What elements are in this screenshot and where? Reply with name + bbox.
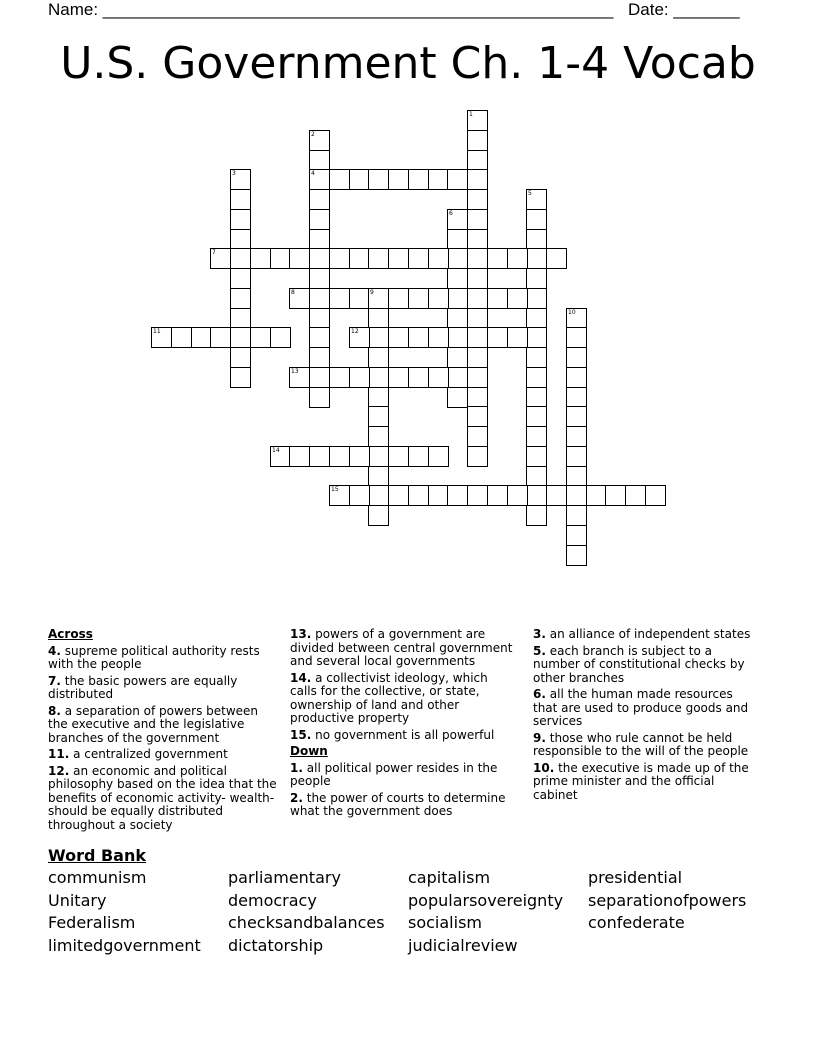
clue-number: 14 xyxy=(272,447,280,454)
crossword-cell[interactable] xyxy=(230,288,251,309)
crossword-cell[interactable] xyxy=(329,367,350,388)
word-bank-item: democracy xyxy=(228,890,317,910)
crossword-cell[interactable] xyxy=(408,248,429,269)
crossword-cell[interactable] xyxy=(566,367,587,388)
clue-number: 3 xyxy=(232,170,236,177)
crossword-cell[interactable] xyxy=(368,347,389,368)
crossword-cell[interactable] xyxy=(526,505,547,526)
crossword-cell[interactable] xyxy=(507,248,528,269)
crossword-cell[interactable] xyxy=(566,525,587,546)
crossword-cell[interactable] xyxy=(467,347,488,368)
crossword-cell[interactable] xyxy=(289,288,310,309)
clue-across-13: 13. powers of a government are divided between central government and several local governments xyxy=(290,627,513,668)
crossword-cell[interactable] xyxy=(329,169,350,190)
down-heading: Down xyxy=(290,744,328,758)
crossword-cell[interactable] xyxy=(408,327,429,348)
crossword-cell[interactable] xyxy=(467,209,488,230)
crossword-cell[interactable] xyxy=(368,485,389,506)
crossword-cell[interactable] xyxy=(605,485,626,506)
crossword-cell[interactable] xyxy=(368,406,389,427)
crossword-cell[interactable] xyxy=(368,248,389,269)
crossword-cell[interactable] xyxy=(526,209,547,230)
crossword-cell[interactable] xyxy=(428,248,449,269)
crossword-cell[interactable] xyxy=(467,308,488,329)
clues-column-3 xyxy=(533,628,758,805)
crossword-cell[interactable] xyxy=(368,466,389,487)
crossword-cell[interactable] xyxy=(388,248,409,269)
crossword-cell[interactable] xyxy=(230,367,251,388)
crossword-cell[interactable] xyxy=(566,446,587,467)
crossword-cell[interactable] xyxy=(270,248,291,269)
crossword-cell[interactable] xyxy=(526,308,547,329)
crossword-cell[interactable] xyxy=(408,288,429,309)
crossword-cell[interactable] xyxy=(467,367,488,388)
clues-column-1 xyxy=(48,628,280,835)
crossword-cell[interactable] xyxy=(526,485,547,506)
crossword-cell[interactable] xyxy=(230,209,251,230)
crossword-cell[interactable] xyxy=(230,347,251,368)
clue-across-12: 12. an economic and political philosophy based on the idea that the benefits of economic activity- wealth- should be equally distributed throughout a society xyxy=(48,763,277,832)
crossword-cell[interactable] xyxy=(250,327,271,348)
crossword-cell[interactable] xyxy=(526,347,547,368)
crossword-cell[interactable] xyxy=(447,347,468,368)
clue-number: 11 xyxy=(153,328,161,335)
crossword-cell[interactable] xyxy=(467,446,488,467)
crossword-cell[interactable] xyxy=(526,466,547,487)
crossword-cell[interactable] xyxy=(309,446,330,467)
clue-number: 15 xyxy=(331,486,339,493)
crossword-cell[interactable] xyxy=(467,288,488,309)
word-bank-item: parliamentary xyxy=(228,868,341,887)
name-line: Name: ______________________________________________________ xyxy=(48,0,614,19)
crossword-cell[interactable] xyxy=(171,327,192,348)
word-bank-item: presidential xyxy=(588,868,683,887)
crossword-cell[interactable] xyxy=(566,308,587,329)
clue-number: 2 xyxy=(311,131,315,138)
crossword-cell[interactable] xyxy=(546,485,567,506)
crossword-cell[interactable] xyxy=(447,367,468,388)
clue-number: 7 xyxy=(212,249,216,256)
crossword-cell[interactable] xyxy=(388,169,409,190)
crossword-cell[interactable] xyxy=(309,229,330,250)
crossword-cell[interactable] xyxy=(309,209,330,230)
crossword-cell[interactable] xyxy=(329,446,350,467)
crossword-cell[interactable] xyxy=(368,327,389,348)
word-bank-item: capitalism xyxy=(408,868,491,887)
crossword-cell[interactable] xyxy=(447,169,468,190)
clue-down-5: 5. each branch is subject to a number of constitutional checks by other branches xyxy=(533,643,745,685)
crossword-cell[interactable] xyxy=(487,485,508,506)
clue-number: 8 xyxy=(291,289,295,296)
clue-down-1: 1. all political power resides in the people xyxy=(290,760,498,788)
crossword-cell[interactable] xyxy=(526,248,547,269)
crossword-cell[interactable] xyxy=(645,485,666,506)
word-bank-item: judicialreview xyxy=(408,935,518,955)
crossword-cell[interactable] xyxy=(289,367,310,388)
crossword-cell[interactable] xyxy=(349,485,370,506)
clue-across-8: 8. a separation of powers between the executive and the legislative branches of the government xyxy=(48,703,259,745)
crossword-cell[interactable] xyxy=(349,327,370,348)
crossword-cell[interactable] xyxy=(309,347,330,368)
word-bank-item: Federalism xyxy=(48,913,136,932)
word-bank-item: checksandbalances xyxy=(228,913,385,932)
crossword-cell[interactable] xyxy=(309,169,330,190)
crossword-cell[interactable] xyxy=(230,327,251,348)
crossword-cell[interactable] xyxy=(250,248,271,269)
crossword-cell[interactable] xyxy=(289,248,310,269)
crossword-cell[interactable] xyxy=(230,308,251,329)
crossword-cell[interactable] xyxy=(566,327,587,348)
crossword-cell[interactable] xyxy=(526,288,547,309)
crossword-cell[interactable] xyxy=(467,169,488,190)
crossword-cell[interactable] xyxy=(368,169,389,190)
crossword-cell[interactable] xyxy=(546,248,567,269)
crossword-cell[interactable] xyxy=(368,426,389,447)
crossword-cell[interactable] xyxy=(467,485,488,506)
crossword-cell[interactable] xyxy=(487,248,508,269)
clue-number: 6 xyxy=(449,210,453,217)
crossword-cell[interactable] xyxy=(428,327,449,348)
crossword-cell[interactable] xyxy=(487,327,508,348)
word-bank-item: dictatorship xyxy=(228,935,324,955)
crossword-cell[interactable] xyxy=(388,446,409,467)
clue-down-2: 2. the power of courts to determine what the government does xyxy=(290,790,506,818)
crossword-cell[interactable] xyxy=(487,288,508,309)
crossword-cell[interactable] xyxy=(467,150,488,171)
crossword-cell[interactable] xyxy=(388,288,409,309)
page-title: U.S. Government Ch. 1-4 Vocab xyxy=(60,38,756,89)
clue-number: 10 xyxy=(568,309,576,316)
clue-across-14: 14. a collectivist ideology, which calls for the collective, or state, ownership of land and other productive property xyxy=(290,670,488,725)
crossword-cell[interactable] xyxy=(309,308,330,329)
crossword-cell[interactable] xyxy=(447,229,468,250)
crossword-cell[interactable] xyxy=(526,367,547,388)
crossword-cell[interactable] xyxy=(447,288,468,309)
crossword-cell[interactable] xyxy=(566,347,587,368)
word-bank-item: separationofpowers xyxy=(588,890,747,910)
crossword-cell[interactable] xyxy=(408,169,429,190)
crossword-cell[interactable] xyxy=(230,189,251,210)
crossword-cell[interactable] xyxy=(349,248,370,269)
word-bank-item: Unitary xyxy=(48,890,107,910)
crossword-cell[interactable] xyxy=(349,367,370,388)
crossword-cell[interactable] xyxy=(368,308,389,329)
crossword-cell[interactable] xyxy=(368,387,389,408)
crossword-cell[interactable] xyxy=(467,387,488,408)
crossword-cell[interactable] xyxy=(408,367,429,388)
crossword-cell[interactable] xyxy=(368,505,389,526)
crossword-cell[interactable] xyxy=(388,367,409,388)
crossword-cell[interactable] xyxy=(309,327,330,348)
clue-number: 4 xyxy=(311,170,315,177)
crossword-cell[interactable] xyxy=(467,248,488,269)
crossword-cell[interactable] xyxy=(467,406,488,427)
crossword-cell[interactable] xyxy=(566,387,587,408)
clue-across-15: 15. no government is all powerful xyxy=(290,727,495,742)
crossword-cell[interactable] xyxy=(329,288,350,309)
crossword-cell[interactable] xyxy=(309,189,330,210)
crossword-cell[interactable] xyxy=(329,485,350,506)
crossword-cell[interactable] xyxy=(388,327,409,348)
crossword-cell[interactable] xyxy=(349,446,370,467)
crossword-cell[interactable] xyxy=(230,169,251,190)
crossword-cell[interactable] xyxy=(447,209,468,230)
crossword-cell[interactable] xyxy=(408,485,429,506)
crossword-cell[interactable] xyxy=(566,545,587,566)
word-bank-item: confederate xyxy=(588,913,685,932)
crossword-cell[interactable] xyxy=(526,426,547,447)
crossword-cell[interactable] xyxy=(507,485,528,506)
crossword-cell[interactable] xyxy=(230,248,251,269)
crossword-cell[interactable] xyxy=(625,485,646,506)
crossword-cell[interactable] xyxy=(526,406,547,427)
word-bank-title: Word Bank xyxy=(48,846,147,865)
word-bank-item: popularsovereignty xyxy=(408,890,564,910)
crossword-cell[interactable] xyxy=(388,485,409,506)
clue-number: 1 xyxy=(469,111,473,118)
clue-across-11: 11. a centralized government xyxy=(48,747,228,761)
crossword-cell[interactable] xyxy=(368,288,389,309)
clue-down-10: 10. the executive is made up of the prime minister and the official cabinet xyxy=(533,760,749,802)
crossword-cell[interactable] xyxy=(447,387,468,408)
date-line: Date: _______ xyxy=(628,0,740,19)
word-bank-item: limitedgovernment xyxy=(48,935,201,955)
crossword-cell[interactable] xyxy=(210,327,231,348)
crossword-cell[interactable] xyxy=(309,268,330,289)
crossword-cell[interactable] xyxy=(230,229,251,250)
clue-across-4: 4. supreme political authority rests with the people xyxy=(48,643,260,671)
clue-across-7: 7. the basic powers are equally distributed xyxy=(48,673,238,701)
crossword-cell[interactable] xyxy=(349,288,370,309)
crossword-cell[interactable] xyxy=(309,248,330,269)
crossword-cell[interactable] xyxy=(507,327,528,348)
crossword-cell[interactable] xyxy=(447,327,468,348)
clue-down-3: 3. an alliance of independent states xyxy=(533,627,751,641)
word-bank-item: communism xyxy=(48,868,147,887)
crossword-cell[interactable] xyxy=(270,446,291,467)
clue-down-6: 6. all the human made resources that are used to produce goods and services xyxy=(533,687,749,728)
crossword-cell[interactable] xyxy=(467,268,488,289)
crossword-cell[interactable] xyxy=(526,229,547,250)
word-bank xyxy=(48,868,768,956)
crossword-cell[interactable] xyxy=(428,288,449,309)
crossword-cell[interactable] xyxy=(428,367,449,388)
crossword-cell[interactable] xyxy=(447,308,468,329)
clue-number: 5 xyxy=(528,190,532,197)
crossword-cell[interactable] xyxy=(428,446,449,467)
crossword-cell[interactable] xyxy=(368,446,389,467)
crossword-cell[interactable] xyxy=(566,485,587,506)
crossword-cell[interactable] xyxy=(309,130,330,151)
crossword-cell[interactable] xyxy=(507,288,528,309)
crossword-cell[interactable] xyxy=(289,446,310,467)
crossword-cell[interactable] xyxy=(566,466,587,487)
crossword-cell[interactable] xyxy=(526,189,547,210)
crossword-cell[interactable] xyxy=(526,327,547,348)
crossword-cell[interactable] xyxy=(447,268,468,289)
crossword-cell[interactable] xyxy=(447,485,468,506)
crossword-cell[interactable] xyxy=(428,169,449,190)
crossword-cell[interactable] xyxy=(329,248,350,269)
crossword-cell[interactable] xyxy=(230,268,251,289)
crossword-cell[interactable] xyxy=(467,426,488,447)
crossword-cell[interactable] xyxy=(349,169,370,190)
crossword-cell[interactable] xyxy=(467,229,488,250)
crossword-cell[interactable] xyxy=(467,327,488,348)
clues-column-2 xyxy=(290,628,518,822)
crossword-cell[interactable] xyxy=(566,426,587,447)
crossword-cell[interactable] xyxy=(526,387,547,408)
crossword-cell[interactable] xyxy=(467,189,488,210)
crossword-cell[interactable] xyxy=(447,248,468,269)
crossword-cell[interactable] xyxy=(428,485,449,506)
crossword-cell[interactable] xyxy=(270,327,291,348)
crossword-cell[interactable] xyxy=(309,150,330,171)
crossword-cell[interactable] xyxy=(467,110,488,131)
clue-down-9: 9. those who rule cannot be held responsible to the will of the people xyxy=(533,730,749,758)
across-heading: Across xyxy=(48,627,93,641)
crossword-cell[interactable] xyxy=(309,367,330,388)
crossword-cell[interactable] xyxy=(526,446,547,467)
clue-number: 9 xyxy=(370,289,374,296)
word-bank-item: socialism xyxy=(408,913,482,932)
crossword-cell[interactable] xyxy=(467,130,488,151)
crossword-cell[interactable] xyxy=(408,446,429,467)
crossword-cell[interactable] xyxy=(210,248,231,269)
crossword-cell[interactable] xyxy=(566,406,587,427)
crossword-cell[interactable] xyxy=(368,367,389,388)
crossword-cell[interactable] xyxy=(309,387,330,408)
crossword-cell[interactable] xyxy=(151,327,172,348)
crossword-cell[interactable] xyxy=(566,505,587,526)
crossword-cell[interactable] xyxy=(309,288,330,309)
crossword-cell[interactable] xyxy=(191,327,212,348)
clue-number: 12 xyxy=(351,328,359,335)
crossword-cell[interactable] xyxy=(526,268,547,289)
clue-number: 13 xyxy=(291,368,299,375)
crossword-cell[interactable] xyxy=(586,485,607,506)
